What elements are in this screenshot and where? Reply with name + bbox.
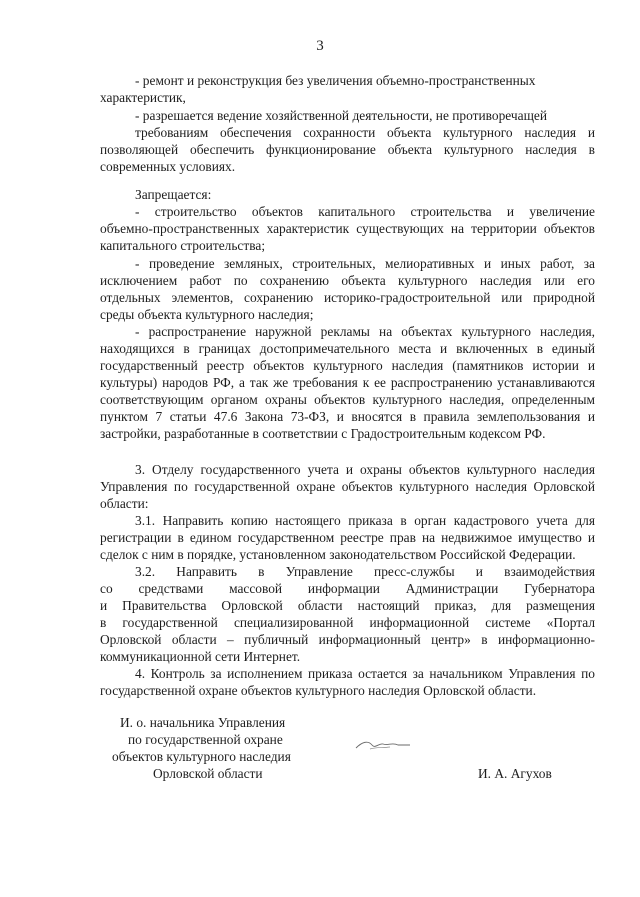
signatory-title: И. о. начальника Управления bbox=[120, 715, 286, 730]
signatory-title: по государственной охране bbox=[128, 732, 283, 747]
handwritten-signature bbox=[352, 734, 422, 754]
body-line: со средствами массовой информации Администрации Губернатора bbox=[100, 581, 595, 596]
page-number: 3 bbox=[316, 38, 324, 54]
body-line: соответствующим органом охраны объектов культурного наследия, определенным bbox=[100, 392, 595, 407]
signatory-name: И. А. Агухов bbox=[478, 766, 552, 781]
body-line: области: bbox=[100, 496, 149, 511]
body-line: характеристик, bbox=[100, 90, 186, 105]
body-line: государственный реестр объектов культурного наследия (памятников истории и bbox=[100, 358, 595, 373]
body-line: - разрешается ведение хозяйственной деятельности, не противоречащей bbox=[135, 108, 547, 123]
section-heading: Запрещается: bbox=[135, 187, 212, 202]
body-line: Управления по государственной охране объектов культурного наследия Орловской bbox=[100, 479, 595, 494]
body-line: 3. Отделу государственного учета и охраны объектов культурного наследия bbox=[135, 462, 595, 477]
body-line: капитального строительства; bbox=[100, 238, 266, 253]
body-line: пунктом 7 статьи 47.6 Закона 73-ФЗ, и вносятся в правила землепользования и bbox=[100, 409, 595, 424]
body-line: государственной охране объектов культурного наследия Орловской области. bbox=[100, 683, 537, 698]
body-line: 4. Контроль за исполнением приказа остается за начальником Управления по bbox=[135, 666, 595, 681]
body-line: среды объекта культурного наследия; bbox=[100, 307, 314, 322]
signatory-title: Орловской области bbox=[153, 766, 263, 781]
body-line: застройки, разработанные в соответствии с Градостроительным кодексом РФ. bbox=[100, 426, 546, 441]
body-line: находящихся в границах достопримечательного места и включенных в единый bbox=[100, 341, 595, 356]
signatory-title: объектов культурного наследия bbox=[112, 749, 291, 764]
body-line: - строительство объектов капитального строительства и увеличение bbox=[135, 204, 595, 219]
body-line: регистрации в едином государственном реестре прав на недвижимое имущество и bbox=[100, 530, 595, 545]
body-line: и Правительства Орловской области настоящий приказ, для размещения bbox=[100, 598, 595, 613]
body-line: отдельных элементов, сохранению историко-градостроительной или природной bbox=[100, 290, 595, 305]
body-line: объемно-пространственных характеристик существующих на территории объектов bbox=[100, 221, 595, 236]
body-line: сделок с ним в порядке, установленном законодательством Российской Федерации. bbox=[100, 547, 576, 562]
body-line: современных условиях. bbox=[100, 159, 236, 174]
body-line: требованиям обеспечения сохранности объекта культурного наследия и bbox=[135, 125, 595, 140]
body-line: культуры) народов РФ, а так же требования к ее распространению устанавливаются bbox=[100, 375, 595, 390]
body-line: в государственной специализированной информационной системе «Портал bbox=[100, 615, 595, 630]
body-line: 3.1. Направить копию настоящего приказа в орган кадастрового учета для bbox=[135, 513, 595, 528]
body-line: 3.2. Направить в Управление пресс-службы и взаимодействия bbox=[135, 564, 595, 579]
body-line: исключением работ по сохранению объекта культурного наследия или его bbox=[100, 273, 595, 288]
body-line: позволяющей обеспечить функционирование объекта культурного наследия в bbox=[100, 142, 595, 157]
body-line: - проведение земляных, строительных, мелиоративных и иных работ, за bbox=[135, 256, 595, 271]
body-line: Орловской области – публичный информационный центр» в информационно- bbox=[100, 632, 595, 647]
body-line: - ремонт и реконструкция без увеличения объемно-пространственных bbox=[135, 73, 536, 88]
body-line: - распространение наружной рекламы на объектах культурного наследия, bbox=[135, 324, 595, 339]
body-line: коммуникационной сети Интернет. bbox=[100, 649, 301, 664]
